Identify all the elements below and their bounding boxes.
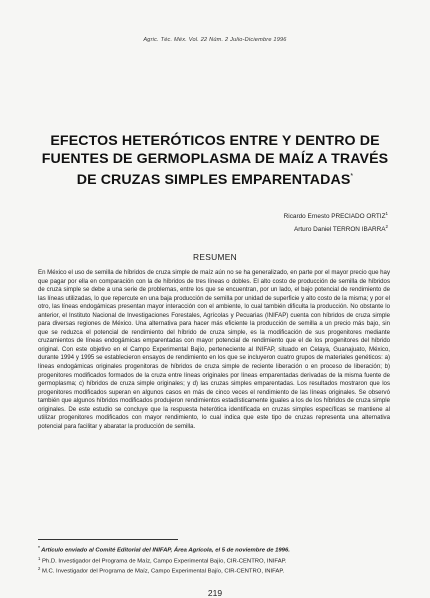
footnotes [38, 544, 390, 576]
abstract-body [38, 269, 390, 431]
abstract-paragraph: En México el uso de semilla de híbridos de cruza simple de maíz aún no se ha generalizado, en parte por el mayor precio que hay que pagar por ella en comparación con la de híbridos de tres líneas o dobles. El alto costo de producción de semilla de híbridos de cruza simple se debe a una serie de problemas, entre los que se encuentran, por un lado, el bajo potencial de rendimiento de las líneas utilizadas, lo que repercute en una baja producción de semilla por unidad de superficie y alto costo de la misma; y por el otro, las líneas endogámicas presentan mayor interacción con el ambiente, lo cual también dificulta la producción. No obstante lo anterior, el Instituto Nacional de Investigaciones Forestales, Agrícolas y Pecuarias (INIFAP) cuenta con híbridos de cruza simple para diversas regiones de México. Una alternativa para hacer más eficiente la producción de semilla a un precio más bajo, sin que se reduzca el potencial de rendimiento del híbrido de cruza simple, es la modificación de sus progenitores mediante cruzamientos de líneas endogámicas emparentadas con mayor potencial de rendimiento que el de los progenitores del híbrido original. Con este objetivo en el Campo Experimental Bajío, perteneciente al INIFAP, situado en Celaya, Guanajuato, México, durante 1994 y 1995 se establecieron ensayos de rendimiento en los que se incluyeron cuatro grupos de materiales genéticos: a) líneas endogámicas originales progenitoras de híbridos de cruza simple de reciente liberación o en proceso de liberación; b) progenitores modificados formados de la cruza entre líneas originales por líneas emparentadas derivadas de la misma fuente de germoplasma; c) híbridos de cruza simple originales; y d) las cruzas simples emparentadas. Los resultados mostraron que los progenitores modificados superan en algunos casos en más de cinco veces el rendimiento de las líneas originales. Se observó también que algunos híbridos modificados produjeron rendimientos estadísticamente iguales a los de los híbridos de cruza simple originales. De este estudio se concluye que la respuesta heterótica identificada en cruzas simples específicas se mantiene al utilizar progenitores modificados con mayor rendimiento, lo cual indica que este tipo de cruzas representa una alternativa potencial para facilitar y abaratar la producción de semilla. [38, 269, 390, 430]
footnote-divider [38, 539, 178, 540]
author-block [128, 209, 388, 234]
author-1-mark: 1 [385, 211, 388, 216]
author-2-mark: 2 [385, 223, 388, 229]
title-line-1: EFECTOS HETERÓTICOS ENTRE Y DENTRO DE [50, 133, 380, 149]
author-1 [128, 209, 388, 222]
author-1-name: Ricardo Ernesto PRECIADO ORTIZ [283, 213, 386, 220]
footnote-mark: 2 [38, 566, 41, 571]
footnote-author-1 [38, 555, 390, 566]
footnote-text: Ph.D. Investigador del Programa de Maíz, Campo Experimental Bajío, CIR-CENTRO, INIFAP. [41, 558, 287, 564]
footnote-mark: 1 [38, 555, 41, 561]
footnote-mark: * [38, 545, 40, 550]
section-heading: RESUMEN [193, 252, 237, 262]
footnote-text: M.C. Investigador del Programa de Maíz, Campo Experimental Bajío, CIR-CENTRO, INIFAP. [41, 568, 285, 575]
title-line-3 [40, 168, 390, 190]
page-number: 219 [207, 588, 223, 598]
title-footnote-mark: * [350, 173, 354, 180]
footnote-submission [38, 544, 390, 555]
footnote-author-2 [38, 565, 390, 576]
title-line-2: FUENTES DE GERMOPLASMA DE MAÍZ A TRAVÉS [41, 150, 389, 167]
journal-header: Agric. Téc. Méx. Vol. 22 Núm. 2 Julio-Diciembre 1996 [143, 37, 287, 43]
author-2 [128, 222, 388, 235]
author-2-name: Arturo Daniel TERRON IBARRA [293, 225, 386, 233]
footnote-text: Artículo enviado al Comité Editorial del INIFAP, Área Agrícola, el 5 de noviembre de 1996. [41, 547, 290, 554]
article-title [40, 133, 390, 190]
title-line-3-text: DE CRUZAS SIMPLES EMPARENTADAS [76, 172, 351, 188]
